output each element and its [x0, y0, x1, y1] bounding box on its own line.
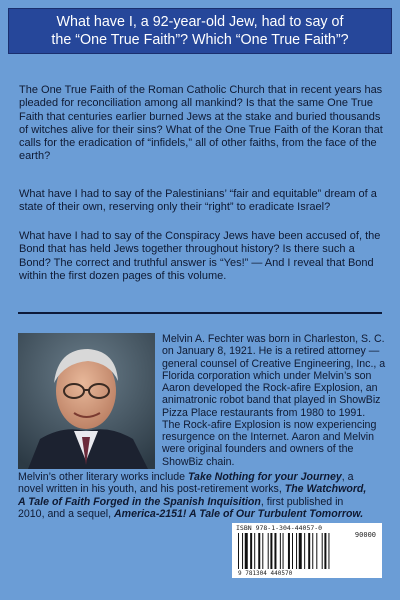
other-works	[18, 471, 370, 520]
isbn-barcode	[232, 523, 382, 578]
work-title-watchword: The Watchword, A Tale of Faith Forged in the Spanish Inquisition	[18, 483, 367, 508]
title-banner	[8, 8, 392, 54]
title-line-2: the “One True Faith”? Which “One True Faith”?	[51, 32, 349, 48]
works-text-2: , a novel written in his youth, and his post-retirement works,	[18, 471, 354, 496]
work-title-america-2151: America-2151! A Tale of Our Turbulent Tomorrow.	[114, 507, 364, 520]
works-text-1: Melvin’s other literary works include	[18, 471, 188, 483]
title-line-1: What have I, a 92-year-old Jew, had to say of	[56, 14, 344, 30]
author-bio: Melvin A. Fechter was born in Charleston, S. C. on January 8, 1921. He is a retired attorney — general counsel of Creative Engineering, Inc., a Florida corporation which under Melvin’s son Aaron developed the Rock-afire Explosion, an animatronic robot band that played in ShowBiz Pizza Place restaurants from 1980 to 1991. The Rock-afire Explosion is now experiencing resurgence on the Internet. Aaron and Melvin were original founders and owners of the ShowBiz chain.	[162, 333, 386, 468]
paragraph-conspiracy: What have I had to say of the Conspiracy Jews have been accused of, the Bond that has held Jews together throughout history? Is there such a Bond? The correct and truthful answer is “Yes!” — And I reveal that Bond within the first dozen pages of this volume.	[19, 230, 381, 282]
paragraph-palestinians: What have I had to say of the Palestinians’ “fair and equitable” dream of a state of their own, reserving only their “right” to eradicate Israel?	[19, 188, 377, 214]
author-photo	[18, 333, 155, 469]
author-portrait-image	[18, 333, 155, 469]
work-title-take-nothing: Take Nothing for your Journey	[187, 471, 342, 483]
works-text-3: , first published in 2010, and a sequel,	[18, 495, 344, 520]
section-divider	[18, 312, 382, 314]
isbn-label: ISBN 978-1-304-44057-0	[236, 524, 323, 532]
paragraph-one-true-faith: The One True Faith of the Roman Catholic Church that in recent years has pleaded for reconciliation among all mankind? Is that the same One True Faith that centuries earlier burned Jews at the stake and buried thousands of witches alive for their sins? What of the One True Faith of the Koran that calls for the eradication of “infidels,” all of other faiths, from the face of the earth?	[19, 84, 383, 163]
price-code: 90000	[354, 531, 376, 539]
barcode-digits: 9 781304 440570	[238, 570, 293, 577]
